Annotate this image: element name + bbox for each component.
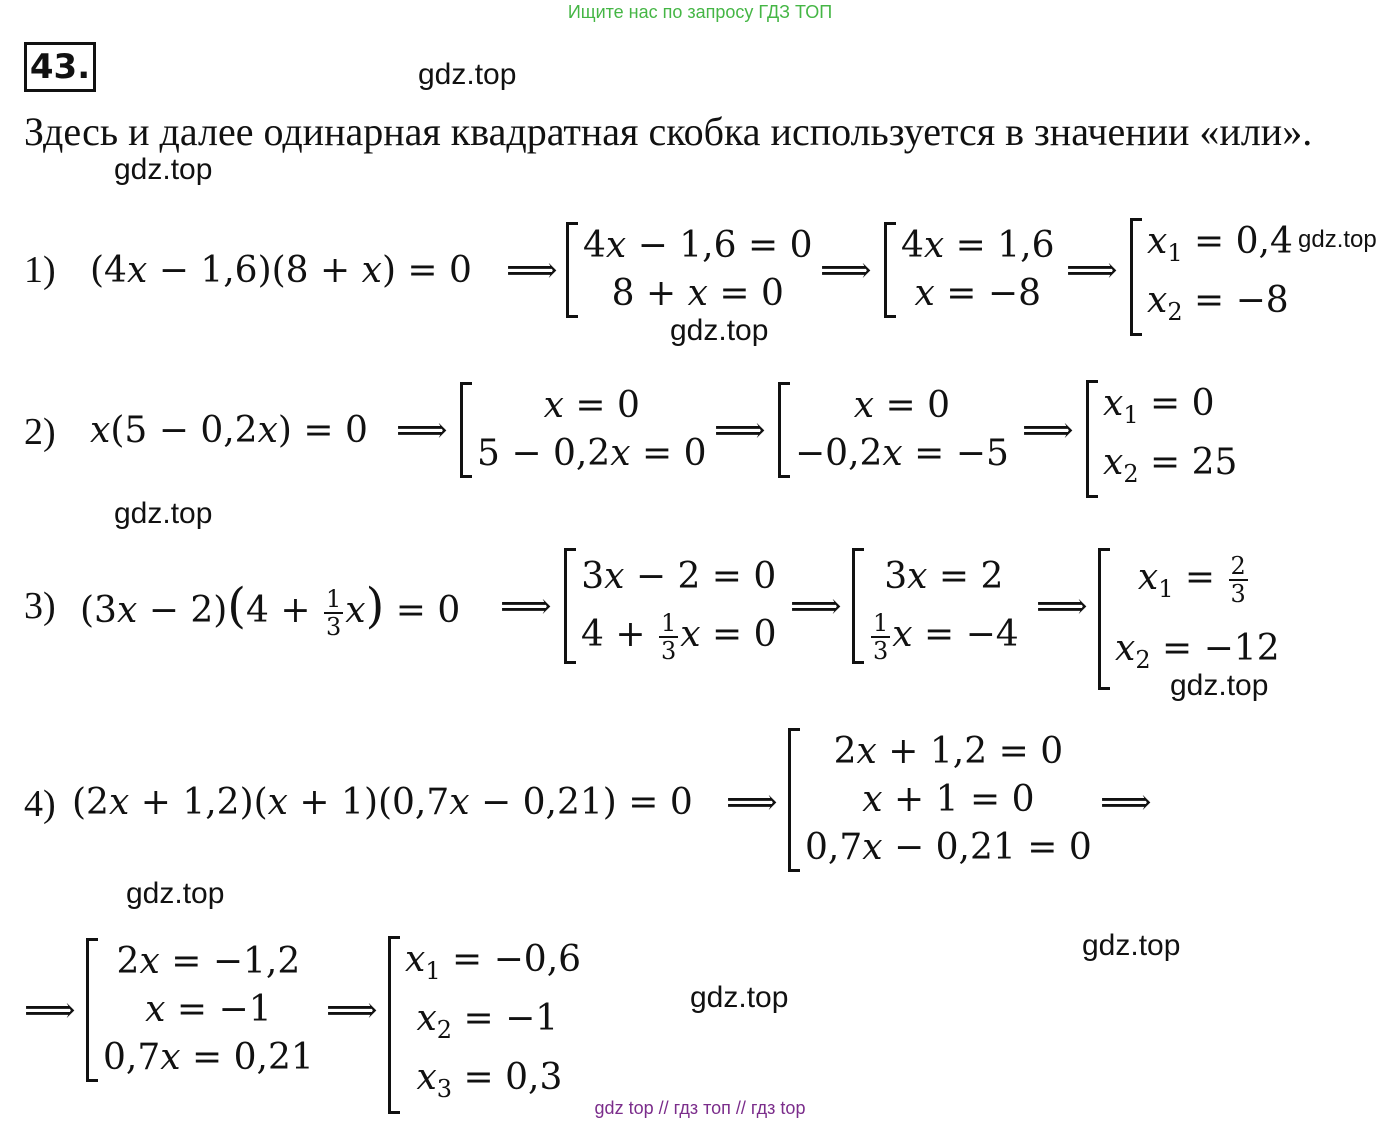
implies-arrow: ⟹ — [1036, 586, 1088, 627]
system-line: 4x = 1,6 — [901, 225, 1055, 266]
watermark: gdz.top — [1082, 929, 1181, 962]
system-line: x = −1 — [145, 989, 272, 1030]
result-line: $x_2 = 25$ — [1103, 442, 1238, 489]
result-line: $x_2 = -8$ — [1147, 280, 1289, 327]
bracket — [1086, 380, 1098, 498]
bracket — [788, 728, 800, 872]
system-line: x + 1 = 0 — [862, 779, 1035, 820]
bracket — [852, 548, 864, 664]
bracket — [1098, 548, 1110, 690]
bracket — [778, 382, 790, 478]
problem-number: 43. — [24, 42, 96, 92]
system-line: 3x − 2 = 0 — [581, 556, 777, 597]
item-3-system-2 — [852, 548, 1019, 664]
item-2-label: 2) — [24, 411, 56, 453]
watermark: gdz.top — [114, 497, 213, 530]
item-1-system-1 — [566, 222, 812, 318]
item-3-equation: (3x − 2)(4 + $\frac{1}{3}$ x) = 0 — [80, 578, 461, 641]
watermark: gdz.top — [670, 314, 769, 347]
item-3-system-1 — [564, 548, 777, 664]
result-line: $x_1 = -0,6$ — [405, 939, 582, 986]
item-2-system-2 — [778, 382, 1009, 478]
item-1-result — [1130, 218, 1293, 336]
bracket — [566, 222, 578, 318]
item-4-equation: (2x + 1,2)(x + 1)(0,7x − 0,21) = 0 — [72, 782, 693, 823]
implies-arrow: ⟹ — [396, 410, 448, 451]
implies-arrow: ⟹ — [1022, 410, 1074, 451]
system-line: 0,7x − 0,21 = 0 — [805, 827, 1092, 868]
bracket — [884, 222, 896, 318]
item-1-label: 1) — [24, 249, 56, 291]
bracket — [86, 938, 98, 1082]
implies-arrow: ⟹ — [820, 250, 872, 291]
item-3-label: 3) — [24, 585, 56, 627]
system-line: 4x − 1,6 = 0 — [583, 225, 813, 266]
bracket — [460, 382, 472, 478]
system-line: $\frac{1}{3}$ x = −4 — [873, 609, 1019, 665]
item-1-equation: (4x − 1,6)(8 + x) = 0 — [90, 250, 472, 291]
system-line: −0,2x = −5 — [795, 433, 1009, 474]
implies-arrow: ⟹ — [790, 586, 842, 627]
implies-arrow: ⟹ — [714, 410, 766, 451]
item-3-result — [1098, 548, 1280, 690]
system-line: 2x = −1,2 — [116, 941, 301, 982]
item-2-system-1 — [460, 382, 707, 478]
watermark: gdz.top — [690, 981, 789, 1014]
implies-arrow: ⟹ — [1100, 782, 1152, 823]
item-4-label: 4) — [24, 783, 56, 825]
implies-arrow: ⟹ — [24, 990, 76, 1031]
watermark: gdz.top — [1298, 226, 1377, 253]
implies-arrow: ⟹ — [506, 250, 558, 291]
implies-arrow: ⟹ — [326, 990, 378, 1031]
result-line: $x_1$ = $\frac{2}{3}$ — [1137, 552, 1246, 608]
item-1-system-2 — [884, 222, 1055, 318]
system-line: 4 + $\frac{1}{3}$ x = 0 — [581, 609, 777, 665]
item-4-result — [388, 936, 581, 1114]
result-line: $x_2 = -12$ — [1115, 628, 1280, 675]
implies-arrow: ⟹ — [500, 586, 552, 627]
watermark: gdz.top — [126, 877, 225, 910]
bracket — [564, 548, 576, 664]
watermark: gdz.top — [418, 58, 517, 91]
implies-arrow: ⟹ — [1066, 250, 1118, 291]
system-line: 8 + x = 0 — [611, 273, 784, 314]
intro-text: Здесь и далее одинарная квадратная скобка используется в значении «или». — [24, 109, 1313, 154]
item-4-system-2 — [86, 938, 314, 1082]
result-line: $x_2 = -1$ — [416, 998, 559, 1045]
system-line: 2x + 1,2 = 0 — [833, 731, 1064, 772]
item-2-equation: x(5 − 0,2x) = 0 — [90, 410, 368, 451]
result-line: $x_1 = 0,4$ — [1147, 221, 1293, 268]
system-line: x = −8 — [914, 273, 1041, 314]
bracket — [388, 936, 400, 1114]
implies-arrow: ⟹ — [726, 782, 778, 823]
system-line: x = 0 — [543, 385, 640, 426]
result-line: $x_3 = 0,3$ — [416, 1057, 563, 1104]
system-line: 3x = 2 — [884, 556, 1004, 597]
result-line: $x_1 = 0$ — [1103, 383, 1215, 430]
watermark: gdz.top — [1170, 669, 1269, 702]
system-line: 0,7x = 0,21 — [103, 1037, 314, 1078]
item-2-result — [1086, 380, 1237, 498]
top-banner: Ищите нас по запросу ГДЗ ТОП — [567, 2, 833, 22]
item-4-system-1 — [788, 728, 1092, 872]
bottom-banner: gdz top // гдз топ // гдз top — [594, 1098, 806, 1118]
bracket — [1130, 218, 1142, 336]
watermark: gdz.top — [114, 153, 213, 186]
system-line: x = 0 — [853, 385, 951, 426]
system-line: 5 − 0,2x = 0 — [477, 433, 707, 474]
